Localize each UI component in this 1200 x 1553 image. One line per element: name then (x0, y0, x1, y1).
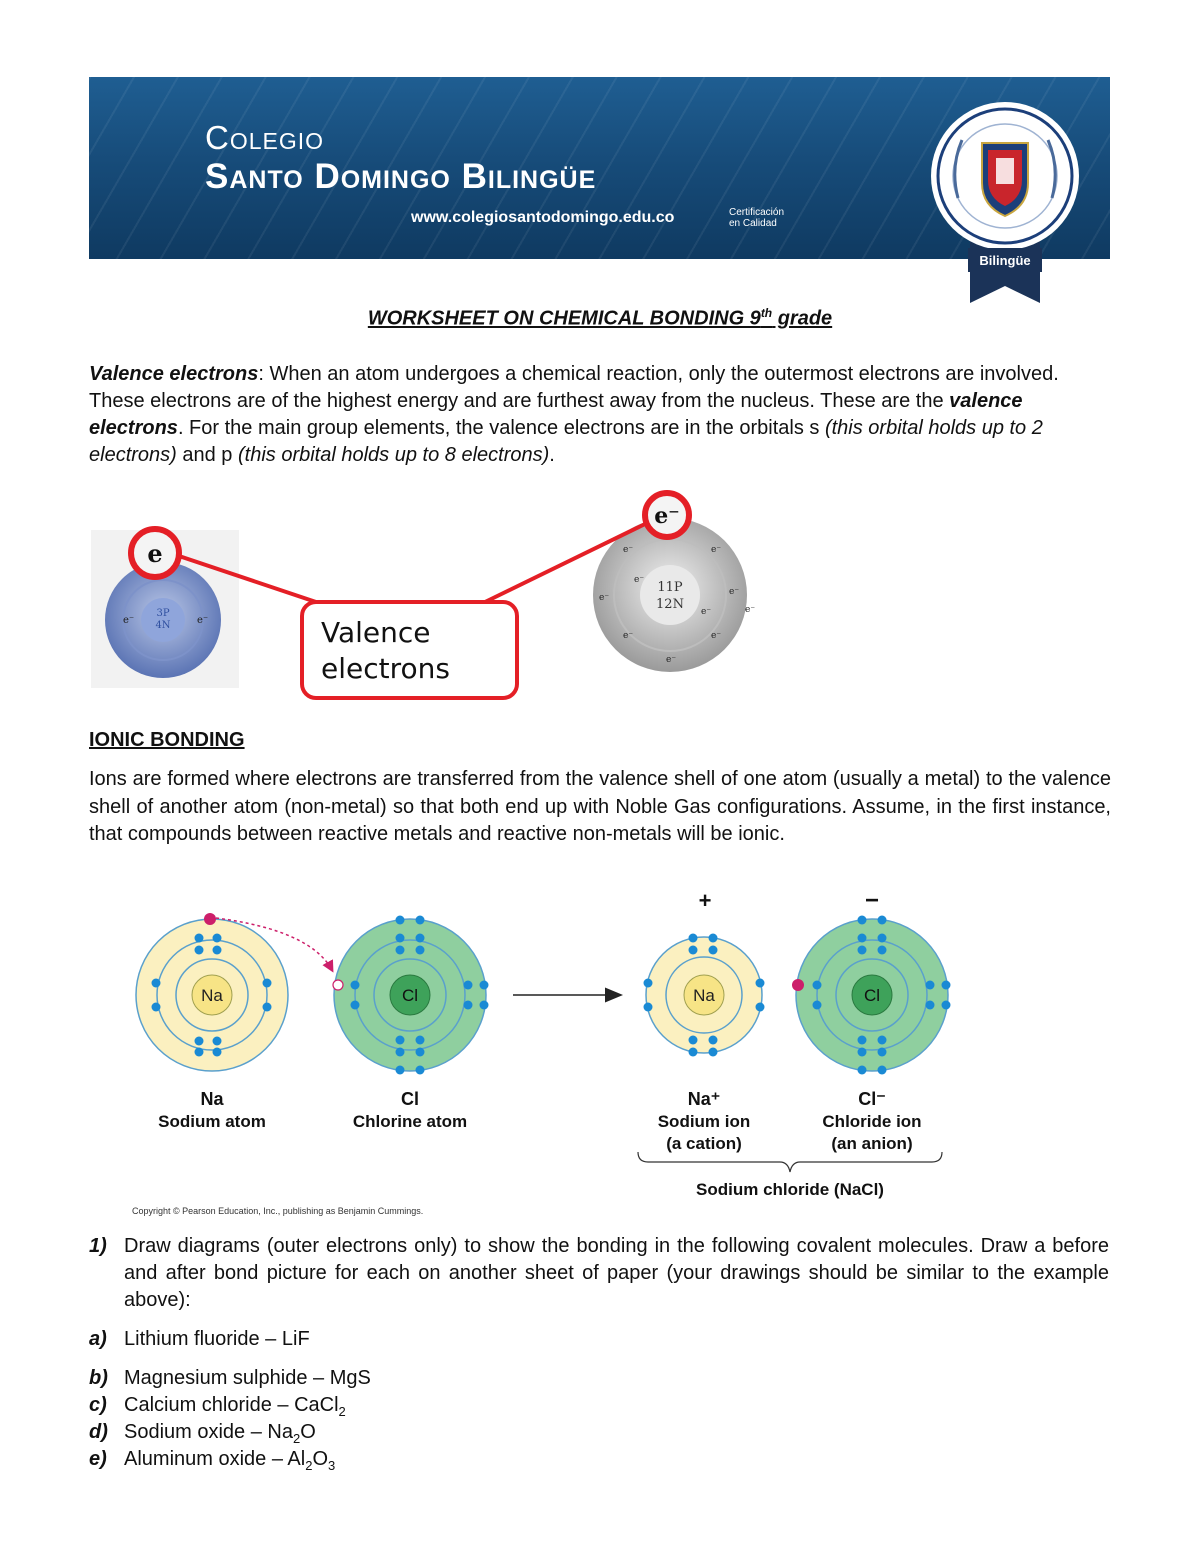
cl-ion-label: Cl⁻ (858, 1089, 886, 1109)
svg-text:Cl: Cl (863, 986, 881, 1005)
svg-text:e: e (147, 539, 163, 568)
svg-text:e⁻: e⁻ (623, 631, 634, 641)
plus-sign: + (698, 890, 712, 913)
valence-text-3: and p (176, 444, 238, 466)
valence-term-2: valence electrons (89, 390, 1023, 439)
cert-line-1: Certificación (729, 207, 785, 218)
svg-text:e⁻: e⁻ (745, 605, 756, 615)
svg-text:e⁻: e⁻ (634, 575, 645, 585)
callout-line-2: electrons (321, 652, 450, 685)
svg-text:e⁻: e⁻ (197, 615, 209, 626)
school-url: www.colegiosantodomingo.edu.co (411, 209, 675, 226)
svg-text:e⁻: e⁻ (666, 655, 677, 665)
na-ion-label: Na⁺ (687, 1089, 721, 1109)
cl-ion-caption-2: (an anion) (831, 1134, 913, 1153)
svg-text:Na: Na (693, 986, 715, 1005)
valence-electrons-figure (89, 490, 789, 710)
brand-line-1: Colegio (205, 119, 325, 156)
ribbon-label: Bilingüe (979, 253, 1031, 268)
chlorine-atom-diagram (333, 916, 489, 1075)
valence-italic-1: (this orbital holds up to 2 electrons) (89, 417, 1043, 466)
svg-text:e⁻: e⁻ (654, 503, 680, 529)
valence-text-2: . For the main group elements, the valence electrons are in the orbitals s (177, 417, 825, 439)
na-ion-caption-1: Sodium ion (657, 1112, 751, 1131)
svg-text:3P: 3P (156, 608, 170, 619)
valence-italic-2: (this orbital holds up to 8 electrons) (237, 444, 550, 466)
svg-text:Na: Na (201, 986, 223, 1005)
chloride-ion-diagram (792, 916, 951, 1075)
valence-paragraph (89, 361, 1111, 469)
ionic-paragraph: Ions are formed where electrons are transferred from the valence shell of one atom (usually a metal) to the valence shell of another atom (non-metal) so that both end up with Noble Gas configurations. Assume, in the first instance, that compounds between reactive metals and reactive non-metals will be ionic. (89, 768, 1111, 845)
cl-label: Cl (401, 1089, 419, 1109)
title-end: grade (772, 307, 833, 330)
cert-line-2: en Calidad (729, 218, 777, 229)
cl-ion-caption-1: Chloride ion (822, 1112, 922, 1131)
svg-text:e⁻: e⁻ (701, 607, 712, 617)
ionic-bonding-figure (120, 890, 980, 1220)
valence-term: Valence electrons (89, 363, 259, 385)
compound-label: Sodium chloride (NaCl) (696, 1180, 884, 1199)
brand-line-2: Santo Domingo Bilingüe (205, 157, 597, 196)
na-ion-caption-2: (a cation) (666, 1134, 742, 1153)
minus-sign: − (864, 890, 880, 914)
worksheet-title (0, 306, 1200, 331)
svg-text:11P: 11P (657, 580, 683, 595)
question-1-number: 1) (89, 1235, 107, 1257)
svg-text:Cl: Cl (401, 986, 419, 1005)
copyright-note: Copyright © Pearson Education, Inc., publishing as Benjamin Cummings. (132, 1206, 424, 1216)
callout-line-1: Valence (321, 616, 431, 649)
ionic-bonding-heading: IONIC BONDING (89, 729, 245, 751)
valence-text-1: : When an atom undergoes a chemical reaction, only the outermost electrons are involved. These electrons are of the highest energy and are furthest away from the nucleus. These are the (89, 363, 1059, 412)
certification-label (729, 207, 784, 229)
svg-text:e⁻: e⁻ (711, 631, 722, 641)
cl-caption: Chlorine atom (352, 1112, 468, 1131)
svg-text:e⁻: e⁻ (711, 545, 722, 555)
na-label: Na (200, 1089, 224, 1109)
sodium-atom-diagram (136, 913, 288, 1071)
valence-text-4: . (549, 444, 555, 466)
svg-text:4N: 4N (155, 620, 171, 631)
na-caption: Sodium atom (158, 1112, 266, 1131)
title-superscript: th (760, 306, 773, 320)
title-main: WORKSHEET ON CHEMICAL BONDING 9 (367, 307, 761, 330)
school-seal-logo (930, 98, 1080, 308)
question-1-text: Draw diagrams (outer electrons only) to show the bonding in the following covalent molecules. Draw a before and after bond picture for each on another sheet of paper (your drawings should be similar to the example above): (124, 1235, 1109, 1311)
svg-text:e⁻: e⁻ (623, 545, 634, 555)
seal-graphic (930, 98, 1080, 308)
svg-text:12N: 12N (656, 597, 684, 612)
svg-text:e⁻: e⁻ (599, 593, 610, 603)
svg-text:e⁻: e⁻ (123, 615, 135, 626)
sodium-ion-diagram (644, 934, 765, 1057)
questions-section: 1) Draw diagrams (outer electrons only) to show the bonding in the following covalent molecules. Draw a before and after bond picture for each on another sheet of paper (your drawings should be similar to the example above): a) Lithium fluoride – LiF b) Magnesium sulphide – MgS c) Calcium chloride – CaCl$_2$ d) Sodium oxide – $Na_2O$ e) Aluminum oxide – $Al_2O_3$ (89, 1235, 1109, 1473)
compound-bracket (638, 1152, 942, 1172)
svg-text:e⁻: e⁻ (729, 587, 740, 597)
